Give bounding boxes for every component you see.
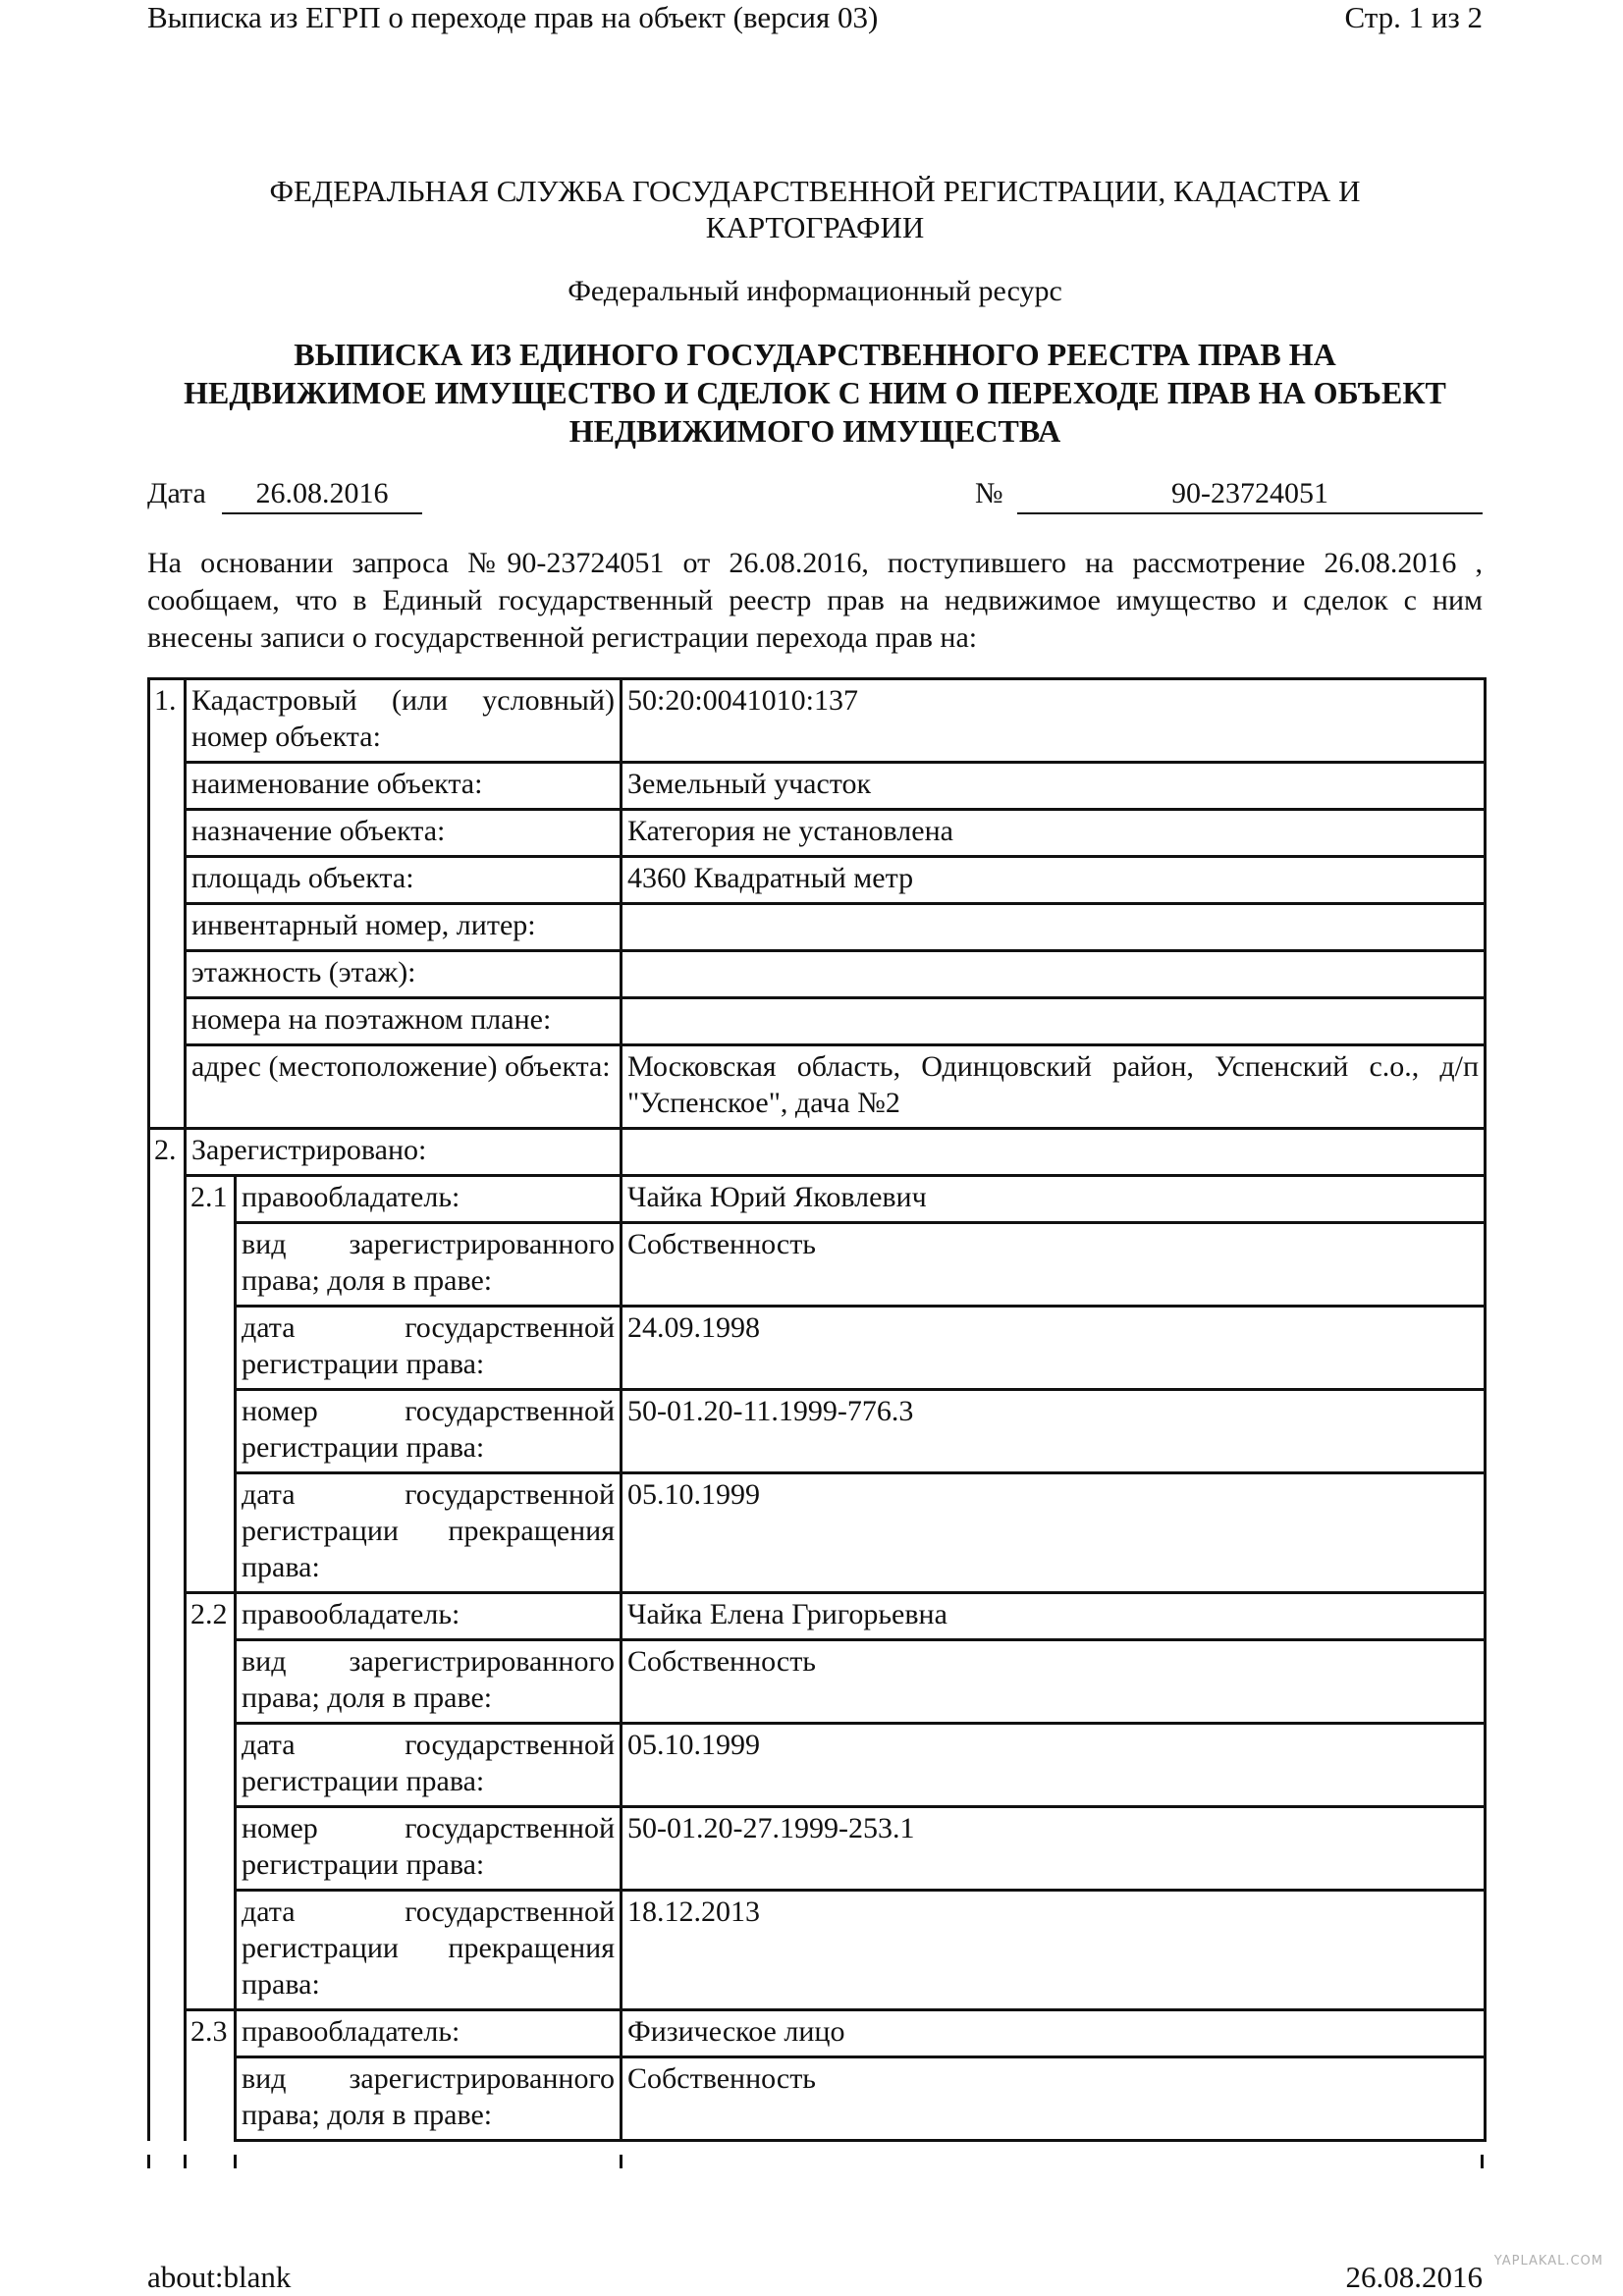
document-title-line1: ВЫПИСКА ИЗ ЕДИНОГО ГОСУДАРСТВЕННОГО РЕЕСТРА ПРАВ НА [294,337,1336,372]
floor-plan-numbers [622,998,1486,1045]
termination-date: 05.10.1999 [622,1473,1486,1593]
table-row [149,1307,1486,1390]
field-label: номера на поэтажном плане: [186,998,622,1045]
right-type: Собственность [622,1223,1486,1307]
resource-subtitle: Федеральный информационный ресурс [568,275,1062,307]
inventory-number [622,904,1486,951]
page-number: Стр. 1 из 2 [1344,0,1483,34]
table-row [149,1640,1486,1724]
table-row [149,1129,1486,1176]
registration-date: 24.09.1998 [622,1307,1486,1390]
object-purpose: Категория не установлена [622,810,1486,857]
field-label: номер государственной регистрации права: [236,1807,622,1891]
table-row [149,763,1486,810]
right-holder: Чайка Елена Григорьевна [622,1593,1486,1640]
table-row [149,1807,1486,1891]
object-address: Московская область, Одинцовский район, Успенский с.о., д/п "Успенское", дача №2 [622,1045,1486,1129]
cadastral-number: 50:20:0041010:137 [622,679,1486,763]
registration-date: 05.10.1999 [622,1724,1486,1807]
table-row [149,2057,1486,2141]
empty-cell [622,1129,1486,1176]
field-label: правообладатель: [236,2010,622,2057]
field-label: дата государственной регистрации права: [236,1724,622,1807]
termination-date: 18.12.2013 [622,1891,1486,2010]
right-holder: Физическое лицо [622,2010,1486,2057]
holder-number: 2.2 [186,1593,236,2010]
table-row [149,1473,1486,1593]
floors [622,951,1486,998]
field-label: вид зарегистрированного права; доля в праве: [236,2057,622,2141]
field-label: адрес (местоположение) объекта: [186,1045,622,1129]
table-row [149,2010,1486,2057]
table-row [149,904,1486,951]
field-label: Кадастровый (или условный) номер объекта: [186,679,622,763]
field-label: вид зарегистрированного права; доля в праве: [236,1223,622,1307]
section-number: 1. [149,679,186,1129]
field-label: правообладатель: [236,1593,622,1640]
date-value: 26.08.2016 [222,477,422,514]
field-label: правообладатель: [236,1176,622,1223]
table-row [149,1045,1486,1129]
number-value: 90-23724051 [1017,477,1483,514]
table-row [149,951,1486,998]
table-continuation [147,2155,1484,2168]
document-title [147,336,1483,451]
agency-name-line2: КАРТОГРАФИИ [705,210,925,244]
right-type: Собственность [622,1640,1486,1724]
field-label: дата государственной регистрации прекращения права: [236,1891,622,2010]
table-row [149,810,1486,857]
footer-url: about:blank [147,2260,292,2294]
document-title-line2: НЕДВИЖИМОЕ ИМУЩЕСТВО И СДЕЛОК С НИМ О ПЕРЕХОДЕ ПРАВ НА ОБЪЕКТ [184,375,1446,410]
table-row [149,1891,1486,2010]
section-number: 2. [149,1129,186,2141]
register-table [147,677,1487,2142]
intro-paragraph: На основании запроса №90-23724051 от 26.08.2016, поступившего на рассмотрение 26.08.2016 , сообщаем, что в Единый государственный реестр прав на недвижимое имущество и сделок с ним внесены записи о государственной регистрации перехода прав на: [147,547,1483,654]
field-label: дата государственной регистрации прекращения права: [236,1473,622,1593]
document-title-line3: НЕДВИЖИМОГО ИМУЩЕСТВА [568,413,1061,449]
table-row [149,679,1486,763]
table-row [149,1223,1486,1307]
holder-number: 2.3 [186,2010,236,2141]
agency-name-line1: ФЕДЕРАЛЬНАЯ СЛУЖБА ГОСУДАРСТВЕННОЙ РЕГИСТРАЦИИ, КАДАСТРА И [269,174,1361,208]
field-label: наименование объекта: [186,763,622,810]
right-holder: Чайка Юрий Яковлевич [622,1176,1486,1223]
watermark: YAPLAKAL.COM [1493,2254,1603,2269]
date-label: Дата [147,477,206,509]
registration-number: 50-01.20-11.1999-776.3 [622,1390,1486,1473]
table-row [149,857,1486,904]
object-name: Земельный участок [622,763,1486,810]
footer-date: 26.08.2016 [1345,2260,1483,2294]
registration-number: 50-01.20-27.1999-253.1 [622,1807,1486,1891]
number-label: № [975,477,1003,509]
field-label: этажность (этаж): [186,951,622,998]
object-area: 4360 Квадратный метр [622,857,1486,904]
field-label: номер государственной регистрации права: [236,1390,622,1473]
field-label: дата государственной регистрации права: [236,1307,622,1390]
right-type: Собственность [622,2057,1486,2141]
table-row [149,1593,1486,1640]
field-label: вид зарегистрированного права; доля в праве: [236,1640,622,1724]
field-label: инвентарный номер, литер: [186,904,622,951]
table-row [149,1176,1486,1223]
registered-label: Зарегистрировано: [186,1129,622,1176]
holder-number: 2.1 [186,1176,236,1593]
table-row [149,1390,1486,1473]
agency-name [147,173,1483,245]
field-label: площадь объекта: [186,857,622,904]
table-row [149,1724,1486,1807]
page-header-title: Выписка из ЕГРП о переходе прав на объект (версия 03) [147,0,879,34]
field-label: назначение объекта: [186,810,622,857]
table-row [149,998,1486,1045]
